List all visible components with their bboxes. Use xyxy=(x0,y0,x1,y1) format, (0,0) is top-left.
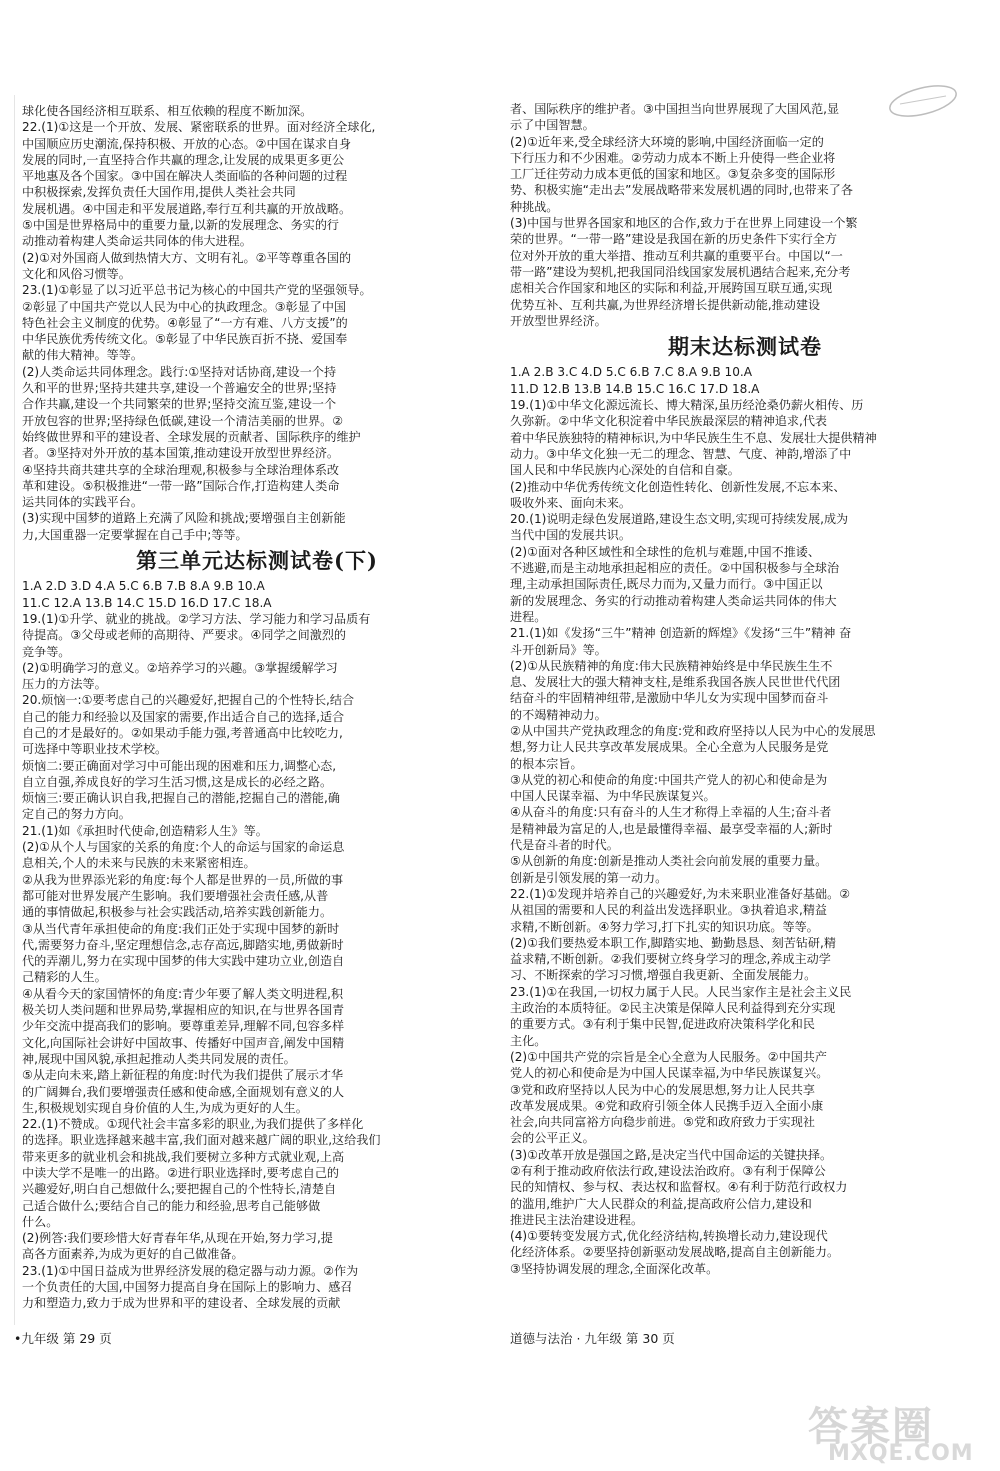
text-line: (2)推动中华优秀传统文化创造性转化、创新性发展,不忘本来、 xyxy=(510,479,846,494)
text-line: ⑤从创新的角度:创新是推动人类社会向前发展的重要力量。 xyxy=(510,854,828,869)
text-line: 可选择中等职业技术学校。 xyxy=(22,742,168,757)
text-line: 位对外开放的重大举措、推动互利共赢的重要平台。中国以“一 xyxy=(510,248,843,263)
text-line: 者、国际秩序的维护者。③中国担当向世界展现了大国风范,显 xyxy=(510,102,840,116)
text-line: 自立自强,养成良好的学习生活习惯,这是成长的必经之路。 xyxy=(22,774,333,789)
text-line: 的重要方式。③有利于集中民智,促进政府决策科学化和民 xyxy=(510,1017,815,1032)
text-line: 习、不断探索的学习习惯,增强自我更新、全面发展能力。 xyxy=(510,968,817,983)
watermark-logo xyxy=(808,1395,988,1467)
text-line: ⑤从走向未来,踏上新征程的角度:时代为我们提供了展示才华 xyxy=(22,1068,344,1083)
text-line: 一个负责任的大国,中国努力提高自身在国际上的影响力、感召 xyxy=(22,1280,353,1295)
text-line: 特色社会主义制度的优势。④彰显了“一方有难、八方支援”的 xyxy=(22,315,348,330)
text-line: 不逃避,而是主动地承担起相应的责任。②中国积极参与全球治 xyxy=(510,561,840,576)
text-line: 己适合做什么;要结合自己的能力和经验,思考自己能够做 xyxy=(22,1198,321,1213)
text-line: 者。③坚持对外开放的基本国策,推动建设开放型世界经济。 xyxy=(22,446,340,461)
text-line: 的广阔舞台,我们要增强责任感和使命感,全面规划有意义的人 xyxy=(22,1084,345,1099)
text-line: 中积极探索,发挥负责任大国作用,提供人类社会共同 xyxy=(22,185,296,200)
text-line: 什么。 xyxy=(22,1214,59,1229)
text-line: ②彰显了中国共产党以人民为中心的执政理念。③彰显了中国 xyxy=(22,299,347,314)
text-line: 通的事情做起,积极参与社会实践活动,培养实践创新能力。 xyxy=(22,905,333,920)
text-line: 进程。 xyxy=(510,609,547,624)
text-line: ④坚持共商共建共享的全球治理观,积极参与全球治理体系改 xyxy=(22,462,340,477)
text-line: 当代中国的发展共识。 xyxy=(510,528,631,543)
text-line: 工厂迁往劳动力成本更低的国家和地区。③复杂多变的国际形 xyxy=(510,167,836,182)
text-line: 着中华民族独特的精神标识,为中华民族生生不息、发展壮大提供精神 xyxy=(510,430,877,445)
text-line: 创新是引领发展的第一动力。 xyxy=(510,870,668,885)
text-line: 文化和风俗习惯等。 xyxy=(22,266,131,281)
text-line: 文化,向国际社会讲好中国故事、传播好中国声音,阐发中国精 xyxy=(22,1035,345,1050)
text-line: 开放包容的世界;坚持绿色低碳,建设一个清洁美丽的世界。② xyxy=(22,413,344,428)
text-line: 21.(1)如《承担时代使命,创造精彩人生》等。 xyxy=(22,823,268,838)
text-line: ⑤中国是世界格局中的重要力量,以新的发展理念、务实的行 xyxy=(22,218,340,233)
text-line: 压力的方法等。 xyxy=(22,677,107,692)
text-line: 力,大国重器一定要掌握在自己手中;等等。 xyxy=(22,527,248,542)
text-line: 国人民和中华民族内心深处的自信和自豪。 xyxy=(510,463,740,478)
text-line: 23.(1)①彰显了以习近平总书记为核心的中国共产党的坚强领导。 xyxy=(22,283,372,298)
watermark-text: 答案圈 xyxy=(808,1404,934,1450)
text-line: 中华民族优秀传统文化。⑤彰显了中华民族百折不挠、爱国奉 xyxy=(22,332,348,347)
text-line: 自己的才是最好的。②如果动手能力强,考普通高中比较吃力, xyxy=(22,725,343,740)
text-line: 定自己的努力方向。 xyxy=(22,807,131,822)
text-line: 发展的同时,一直坚持合作共赢的理念,让发展的成果更多更公 xyxy=(22,152,345,167)
text-line: 推进民主法治建设进程。 xyxy=(510,1212,644,1227)
text-line: 自己的能力和经验以及国家的需要,作出适合自己的选择,适合 xyxy=(22,709,345,724)
text-line: 献的伟大精神。等等。 xyxy=(22,348,143,363)
text-line: (2)①中国共产党的宗旨是全心全意为人民服务。②中国共产 xyxy=(510,1049,827,1064)
text-line: 久和平的世界;坚持共建共享,建设一个普遍安全的世界;坚持 xyxy=(22,381,337,396)
text-line: 21.(1)如《发扬“三牛”精神 创造新的辉煌》《发扬“三牛”精神 奋 xyxy=(510,626,852,641)
text-line: 极关切人类问题和世界局势,掌握相应的知识,在与世界各国青 xyxy=(22,1003,345,1018)
text-line: 运共同体的实践平台。 xyxy=(22,495,143,510)
text-line: 求精,不断创新。④努力学习,打下扎实的知识功底。等等。 xyxy=(510,919,819,934)
text-line: 想,努力让人民共享改革发展成果。全心全意为人民服务是党 xyxy=(510,740,829,755)
text-line: (2)①近年来,受全球经济大环境的影响,中国经济面临一定的 xyxy=(510,134,824,149)
right-answer-text-2 xyxy=(510,364,980,1277)
text-line: (3)中国与世界各国家和地区的合作,致力于在世界上同建设一个繁 xyxy=(510,216,858,231)
text-line: 虑相关合作国家和地区的实际和利益,开展跨国互联互通,实现 xyxy=(510,281,833,296)
text-line: 的滥用,维护广大人民群众的利益,提高政府公信力,建设和 xyxy=(510,1196,812,1211)
text-line: 代的弄潮儿,努力在实现中国梦的伟大实践中建功立业,创造自 xyxy=(22,954,345,969)
text-line: 力和塑造力,致力于成为世界和平的建设者、全球发展的贡献 xyxy=(22,1296,341,1311)
text-line: 种挑战。 xyxy=(510,199,559,214)
text-line: (2)①从个人与国家的关系的角度:个人的命运与国家的命运息 xyxy=(22,840,345,855)
text-line: 动推动着构建人类命运共同体的伟大进程。 xyxy=(22,234,252,249)
text-line: 荣的世界。“一带一路”建设是我国在新的历史条件下实行全方 xyxy=(510,232,837,247)
section-title-unit3: 第三单元达标测试卷(下) xyxy=(136,548,378,574)
text-line: 1.A 2.B 3.C 4.D 5.C 6.B 7.C 8.A 9.B 10.A xyxy=(510,365,753,380)
text-line: 代,需要努力奋斗,坚定理想信念,志存高远,脚踏实地,勇做新时 xyxy=(22,937,344,952)
text-line: 平地惠及各个国家。③中国在解决人类面临的各种问题的过程 xyxy=(22,169,348,184)
text-line: 新的发展理念、务实的行动推动着构建人类命运共同体的伟大 xyxy=(510,593,837,608)
text-line: ④从奋斗的角度:只有奋斗的人生才称得上幸福的人生;奋斗者 xyxy=(510,805,832,820)
text-line: (2)例答:我们要珍惜大好青春年华,从现在开始,努力学习,提 xyxy=(22,1231,333,1246)
text-line: ②有利于推动政府依法行政,建设法治政府。③有利于保障公 xyxy=(510,1164,826,1178)
text-line: 革和建设。⑤积极推进“一带一路”国际合作,打造构建人类命 xyxy=(22,478,340,493)
text-line: 己精彩的人生。 xyxy=(22,970,107,985)
text-line: 主政治的本质特征。②民主决策是保障人民利益得到充分实现 xyxy=(510,1001,836,1016)
text-line: 吸收外来、面向未来。 xyxy=(510,495,631,510)
text-line: 22.(1)①这是一个开放、发展、紧密联系的世界。面对经济全球化, xyxy=(22,120,376,135)
text-line: ③党和政府坚持以人民为中心的发展思想,努力让人民共享 xyxy=(510,1082,815,1097)
text-line: 待提高。③父母或老师的高期待、严要求。④同学之间激烈的 xyxy=(22,628,347,643)
text-line: 中国顺应历史潮流,保持积极、开放的心态。②中国在谋求自身 xyxy=(22,136,352,151)
text-line: 息相关,个人的未来与民族的未来紧密相连。 xyxy=(22,856,256,871)
text-line: 从祖国的需要和人民的利益出发选择职业。③执着追求,精益 xyxy=(510,903,828,918)
text-line: (2)①对外国商人做到热情大方、文明有礼。②平等尊重各国的 xyxy=(22,250,352,265)
text-line: ③从当代青年承担使命的角度:我们正处于实现中国梦的新时 xyxy=(22,921,340,936)
text-line: 下行压力和不少困难。②劳动力成本不断上升使得一些企业将 xyxy=(510,150,836,165)
text-line: ②从中国共产党执政理念的角度:党和政府坚持以人民为中心的发展思 xyxy=(510,723,876,738)
text-line: 少年交流中提高我们的影响。要尊重差异,理解不同,包容多样 xyxy=(22,1019,345,1034)
text-line: 示了中国智慧。 xyxy=(510,118,595,133)
text-line: 烦恼三:要正确认识自我,把握自己的潜能,挖掘自己的潜能,确 xyxy=(22,791,340,806)
text-line: 23.(1)①在我国,一切权力属于人民。人民当家作主是社会主义民 xyxy=(510,984,852,999)
text-line: 开放型世界经济。 xyxy=(510,313,607,328)
text-line: 22.(1)①发现并培养自己的兴趣爱好,为未来职业准备好基础。② xyxy=(510,886,851,901)
text-line: 会的公平正义。 xyxy=(510,1131,595,1146)
text-line: 久弥新。②中华文化积淀着中华民族最深层的精神追求,代表 xyxy=(510,414,828,429)
section-title-final: 期末达标测试卷 xyxy=(668,334,822,360)
right-column xyxy=(510,101,980,1277)
text-line: ④从看今天的家国情怀的角度:青少年要了解人类文明进程,积 xyxy=(22,986,344,1001)
text-line: 改革发展成果。④党和政府引领全体人民携手迈入全面小康 xyxy=(510,1098,824,1113)
watermark-url: MXQE.COM xyxy=(828,1441,974,1466)
text-line: (4)①要转变发展方式,优化经济结构,转换增长动力,建设现代 xyxy=(510,1229,828,1244)
text-line: 的根本宗旨。 xyxy=(510,756,583,771)
text-line: 动力。③中华文化独一无二的理念、智慧、气度、神韵,增添了中 xyxy=(510,446,852,461)
text-line: ②从我为世界添光彩的角度:每个人都是世界的一员,所做的事 xyxy=(22,872,344,887)
text-line: 始终做世界和平的建设者、全球发展的贡献者、国际秩序的维护 xyxy=(22,429,361,444)
text-line: 神,展现中国风貌,承担起推动人类共同发展的责任。 xyxy=(22,1051,296,1066)
text-line: 中国人民谋幸福、为中华民族谋复兴。 xyxy=(510,789,716,804)
text-line: 是精神最为富足的人,也是最懂得幸福、最享受幸福的人;新时 xyxy=(510,821,833,836)
text-line: 19.(1)①中华文化源远流长、博大精深,虽历经沧桑仍薪火相传、历 xyxy=(510,398,864,413)
text-line: 结奋斗的牢固精神纽带,是激励中华儿女为实现中国梦而奋斗 xyxy=(510,691,829,706)
text-line: 兴趣爱好,明白自己想做什么;要把握自己的个性特长,清楚自 xyxy=(22,1182,337,1197)
footer-left-page-number: •九年级 第 29 页 xyxy=(14,1331,112,1346)
text-line: 优势互补、互利共赢,为世界经济增长提供新动能,推动建设 xyxy=(510,297,821,312)
text-line: 社会,向共同富裕方向稳步前进。⑤党和政府致力于实现社 xyxy=(510,1115,815,1130)
text-line: 益求精,不断创新。②我们要树立终身学习的理念,养成主动学 xyxy=(510,952,831,967)
text-line: 19.(1)①升学、就业的挑战。②学习方法、学习能力和学习品质有 xyxy=(22,611,371,626)
text-line: 生,积极规划实现自身价值的人生,为成为更好的人生。 xyxy=(22,1100,308,1115)
left-answer-text-2 xyxy=(22,578,492,1311)
text-line: 党人的初心和使命是为中国人民谋幸福,为中华民族谋复兴。 xyxy=(510,1066,829,1081)
text-line: 带一路”建设为契机,把我国同沿线国家发展机遇结合起来,充分考 xyxy=(510,264,851,279)
text-line: 发展机遇。④中国走和平发展道路,奉行互利共赢的开放战略。 xyxy=(22,201,352,216)
text-line: 竞争等。 xyxy=(22,644,71,659)
text-line: (2)①我们要热爱本职工作,脚踏实地、勤勤恳恳、刻苦钻研,精 xyxy=(510,935,836,950)
text-line: (3)①改革开放是强国之路,是决定当代中国命运的关键抉择。 xyxy=(510,1147,833,1162)
text-line: 主化。 xyxy=(510,1033,547,1048)
text-line: 20.(1)说明走绿色发展道路,建设生态文明,实现可持续发展,成为 xyxy=(510,512,849,527)
footer-right-page-number: 道德与法治 · 九年级 第 30 页 xyxy=(510,1331,675,1346)
text-line: 22.(1)不赞成。①现代社会丰富多彩的职业,为我们提供了多样化 xyxy=(22,1117,364,1132)
text-line: 烦恼二:要正确面对学习中可能出现的困难和压力,调整心态, xyxy=(22,758,337,773)
text-line: (2)①明确学习的意义。②培养学习的兴趣。③掌握缓解学习 xyxy=(22,660,338,675)
text-line: 中读大学不是唯一的出路。②进行职业选择时,要考虑自己的 xyxy=(22,1166,340,1180)
text-line: 20.烦恼一:①要考虑自己的兴趣爱好,把握自己的个性特长,结合 xyxy=(22,693,355,708)
text-line: (2)①从民族精神的角度:伟大民族精神始终是中华民族生生不 xyxy=(510,658,833,673)
text-line: 11.D 12.B 13.B 14.B 15.C 16.C 17.D 18.A xyxy=(510,381,760,396)
text-line: 化经济体系。②要坚持创新驱动发展战略,提高自主创新能力。 xyxy=(510,1245,840,1260)
text-line: 都可能对世界发展产生影响。我们要增强社会责任感,从普 xyxy=(22,888,329,903)
text-line: 23.(1)①中国日益成为世界经济发展的稳定器与动力源。②作为 xyxy=(22,1263,359,1278)
text-line: 的不竭精神动力。 xyxy=(510,707,607,722)
text-line: 1.A 2.D 3.D 4.A 5.C 6.B 7.B 8.A 9.B 10.A xyxy=(22,579,265,594)
text-line: (2)人类命运共同体理念。践行:①坚持对话协商,建设一个持 xyxy=(22,364,337,379)
left-answer-text xyxy=(22,103,492,543)
text-line: 合作共赢,建设一个共同繁荣的世界;坚持交流互鉴,建设一个 xyxy=(22,397,337,412)
text-line: 民的知情权、参与权、表达权和监督权。④有利于防范行政权力 xyxy=(510,1180,848,1195)
text-line: (2)①面对各种区域性和全球性的危机与难题,中国不推诿、 xyxy=(510,544,820,559)
text-line: ③坚持协调发展的理念,全面深化改革。 xyxy=(510,1261,719,1276)
text-line: 球化使各国经济相互联系、相互依赖的程度不断加深。 xyxy=(22,104,313,118)
page-gutter xyxy=(0,95,15,1325)
text-line: 代是奋斗者的时代。 xyxy=(510,838,619,853)
text-line: 11.C 12.A 13.B 14.C 15.D 16.D 17.C 18.A xyxy=(22,595,272,610)
text-line: ③从党的初心和使命的角度:中国共产党人的初心和使命是为 xyxy=(510,772,828,787)
text-line: 势、积极实施“走出去”发展战略带来发展机遇的同时,也带来了各 xyxy=(510,183,853,198)
text-line: 高各方面素养,为成为更好的自己做准备。 xyxy=(22,1247,244,1262)
text-line: 息、发展壮大的强大精神支柱,是维系我国各族人民世世代代团 xyxy=(510,675,841,690)
right-answer-text xyxy=(510,101,980,329)
left-column xyxy=(22,103,492,1312)
text-line: 斗开创新局》等。 xyxy=(510,642,607,657)
text-line: 的选择。职业选择越来越丰富,我们面对越来越广阔的职业,这给我们 xyxy=(22,1133,381,1148)
text-line: 理,主动承担国际责任,既尽力而为,又量力而行。③中国正以 xyxy=(510,577,823,592)
text-line: (3)实现中国梦的道路上充满了风险和挑战;要增强自主创新能 xyxy=(22,511,346,526)
text-line: 带来更多的就业机会和挑战,我们要树立多种方式就业观,上高 xyxy=(22,1149,345,1164)
